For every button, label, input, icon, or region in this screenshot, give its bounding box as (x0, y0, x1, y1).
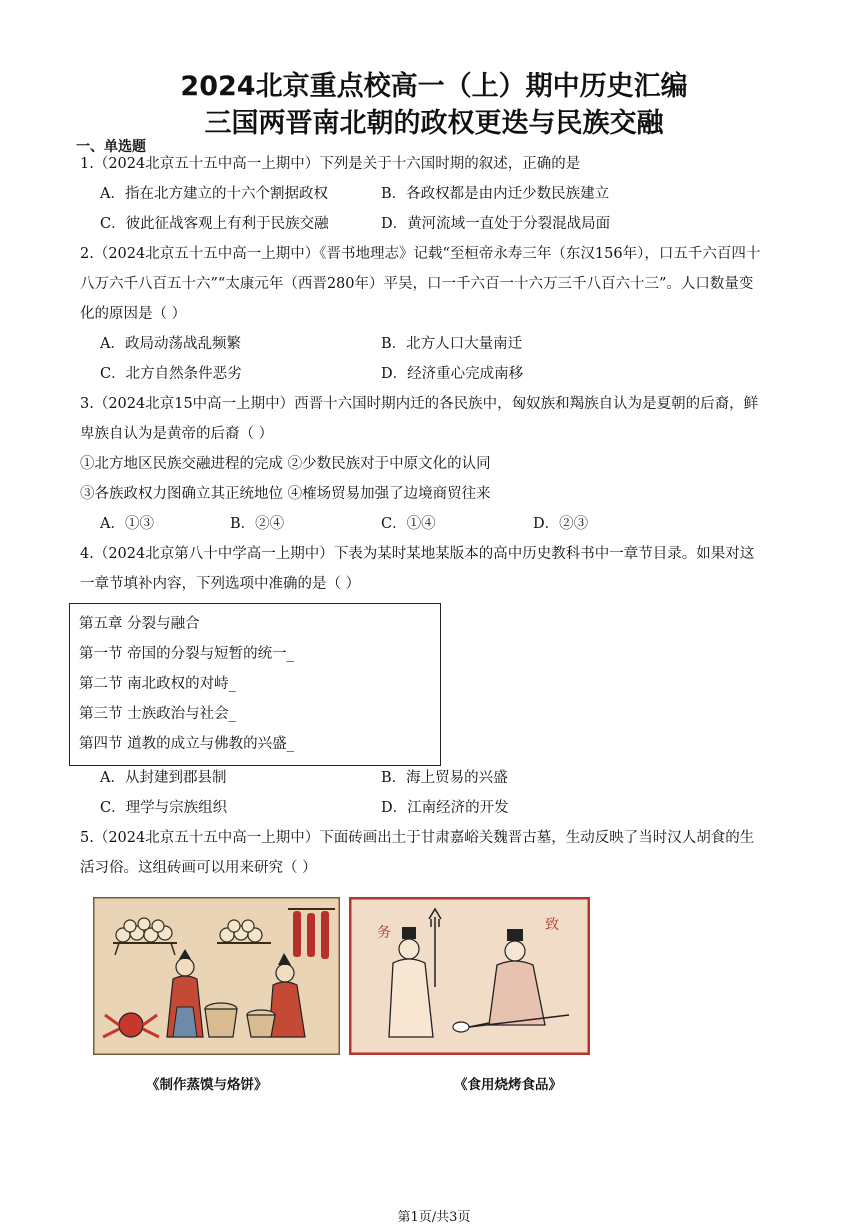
caption-image-2: 《食用烧烤食品》 (454, 1077, 562, 1093)
q3-statement-line2: ③各族政权力图确立其正统地位 ④榷场贸易加强了边境商贸往来 (80, 486, 491, 502)
q2-option-c: C．北方自然条件恶劣 (100, 366, 242, 382)
caption-image-1: 《制作蒸馍与烙饼》 (146, 1077, 268, 1093)
inscription-left: 务 (377, 925, 391, 941)
q1-option-a: A．指在北方建立的十六个割据政权 (100, 186, 328, 202)
q5-stem-line2: 活习俗。这组砖画可以用来研究（ ） (80, 860, 317, 876)
q2-option-d: D．经济重心完成南移 (381, 366, 524, 382)
q3-option-a: A．①③ (100, 516, 154, 532)
q1-option-d: D．黄河流域一直处于分裂混战局面 (381, 216, 611, 232)
q2-stem-line2: 八万六千八百五十六”“太康元年（西晋280年）平吴，口一千六百一十六万三千八百六十三”。人口数量变 (80, 276, 754, 292)
toc-section-4: 第四节 道教的成立与佛教的兴盛_ (79, 736, 294, 752)
q1-option-b: B．各政权都是由内迁少数民族建立 (381, 186, 610, 202)
q4-stem-line1: 4.（2024北京第八十中学高一上期中）下表为某时某地某版本的高中历史教科书中一章节目录。如果对这 (80, 546, 755, 562)
q4-option-c: C．理学与宗族组织 (100, 800, 228, 816)
q4-option-a: A．从封建到郡县制 (100, 770, 227, 786)
section-heading: 一、单选题 (76, 139, 146, 155)
brick-painting-roasted-food-image (349, 897, 590, 1055)
doc-title-line2: 三国两晋南北朝的政权更迭与民族交融 (204, 108, 664, 139)
q4-stem-line2: 一章节填补内容，下列选项中准确的是（ ） (80, 576, 361, 592)
toc-section-2: 第二节 南北政权的对峙_ (79, 676, 236, 692)
q1-stem: 1.（2024北京五十五中高一上期中）下列是关于十六国时期的叙述，正确的是 (80, 156, 581, 172)
q5-stem-line1: 5.（2024北京五十五中高一上期中）下面砖画出土于甘肃嘉峪关魏晋古墓，生动反映了当时汉人胡食的生 (80, 830, 755, 846)
q2-option-a: A．政局动荡战乱频繁 (100, 336, 241, 352)
q2-stem-line3: 化的原因是（ ） (80, 306, 187, 322)
toc-chapter: 第五章 分裂与融合 (79, 616, 200, 632)
q3-option-b: B．②④ (230, 516, 285, 532)
toc-section-3: 第三节 士族政治与社会_ (79, 706, 236, 722)
q3-statement-line1: ①北方地区民族交融进程的完成 ②少数民族对于中原文化的认同 (80, 456, 491, 472)
brick-painting-steamed-buns-image (93, 897, 340, 1055)
q3-stem-line1: 3.（2024北京15中高一上期中）西晋十六国时期内迁的各民族中，匈奴族和羯族自认为是夏朝的后裔，鲜 (80, 396, 759, 412)
q3-stem-line2: 卑族自认为是黄帝的后裔（ ） (80, 426, 274, 442)
q1-option-c: C．彼此征战客观上有利于民族交融 (100, 216, 329, 232)
q2-stem-line1: 2.（2024北京五十五中高一上期中）《晋书地理志》记载“至桓帝永寿三年（东汉156年），口五千六百四十 (80, 246, 761, 262)
q3-option-c: C．①④ (381, 516, 436, 532)
doc-title-line1: 2024北京重点校高一（上）期中历史汇编 (180, 71, 688, 102)
q2-option-b: B．北方人口大量南迁 (381, 336, 523, 352)
q4-option-b: B．海上贸易的兴盛 (381, 770, 508, 786)
q4-option-d: D．江南经济的开发 (381, 800, 509, 816)
inscription-right: 致 (545, 917, 559, 933)
q4-table-of-contents (69, 603, 441, 766)
page-number-footer: 第1页/共3页 (397, 1210, 471, 1225)
q3-option-d: D．②③ (533, 516, 589, 532)
toc-section-1: 第一节 帝国的分裂与短暂的统一_ (79, 646, 294, 662)
